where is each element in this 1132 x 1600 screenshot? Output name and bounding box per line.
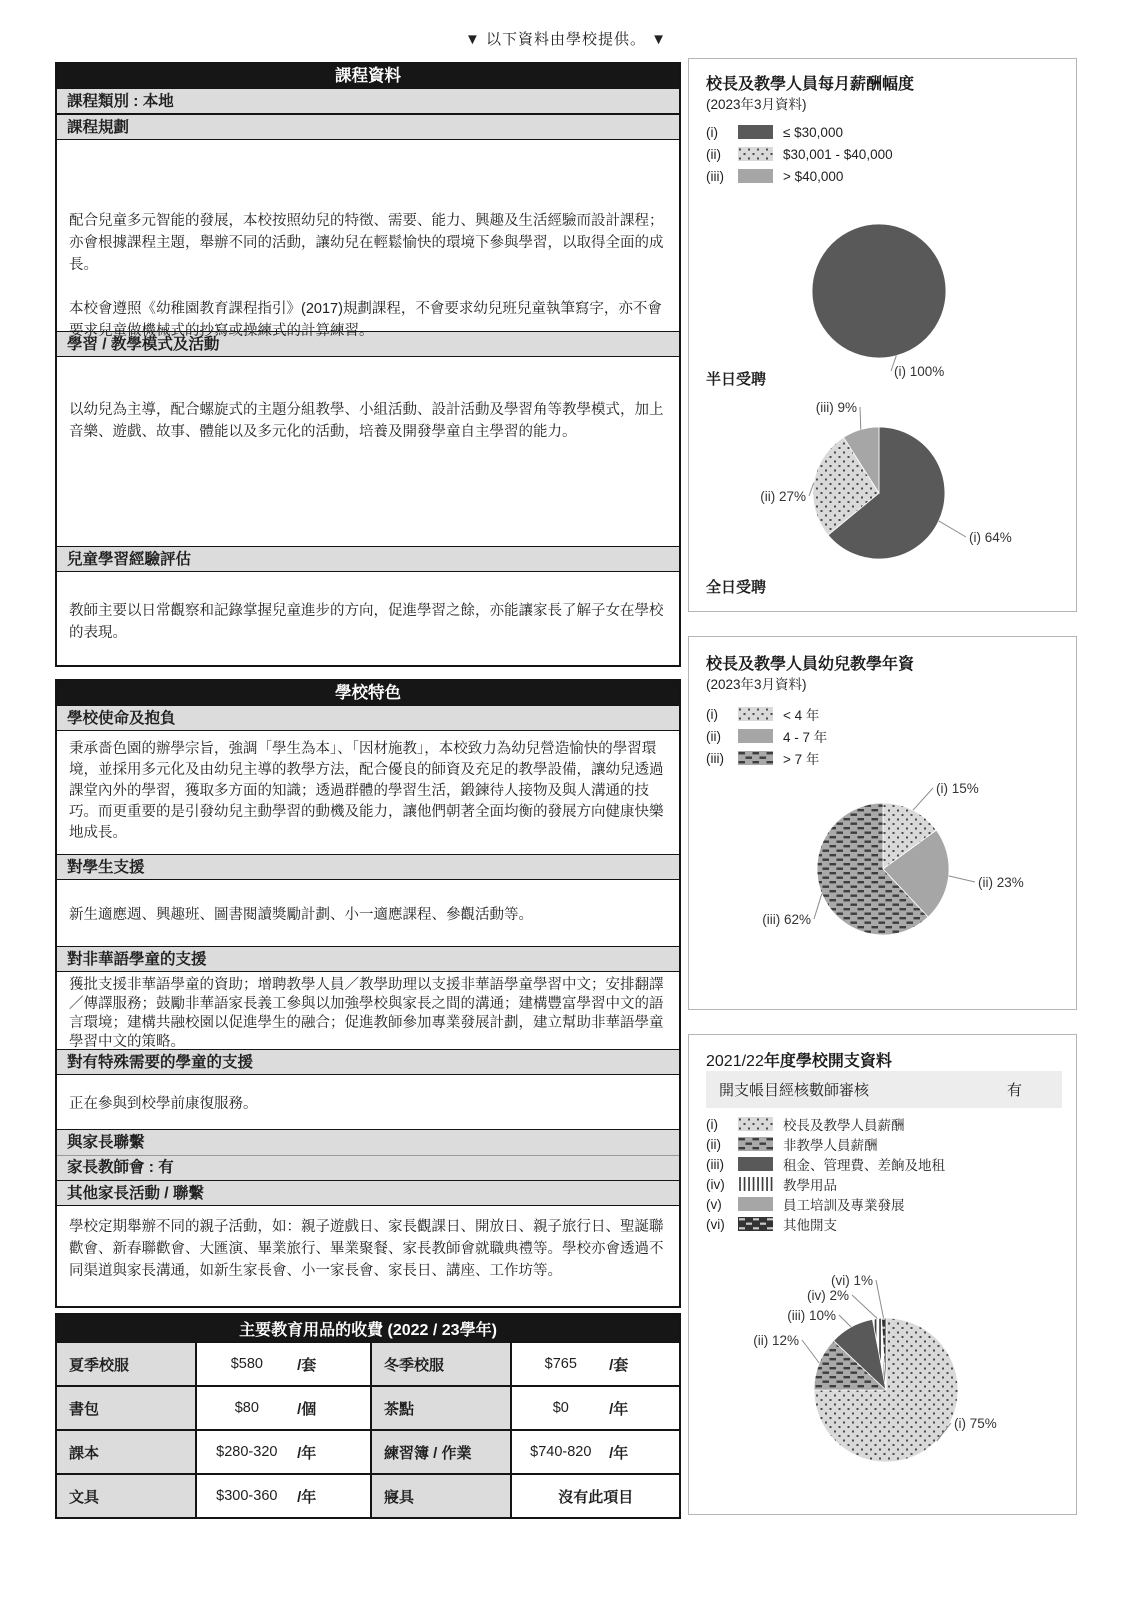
audit-banner (706, 1071, 1062, 1108)
section-heading-sen-support: 對有特殊需要的學童的支援 (57, 1049, 679, 1075)
legend-swatch-solid-gray-icon (738, 729, 773, 743)
paragraph: 秉承嗇色園的辦學宗旨，強調「學生為本」、「因材施教」，本校致力為幼兒營造愉快的學習環境，並採用多元化及由幼兒主導的教學方法，配合優良的師資及充足的教學設備，讓幼兒透過課堂內外的學習，獲取多方面的知識；透過群體的學習生活，鍛鍊待人接物及與人溝通的技巧。而更重要的是引發幼兒主動學習的動機及能力，讓他們朝著全面均衡的發展方向健康快樂地成長。 (69, 741, 664, 841)
pie-slice-label: (i) 100% (894, 364, 945, 379)
pie-label-leader-line (939, 521, 966, 537)
top-note: ▼ 以下資料由學校提供。 ▼ (464, 31, 668, 48)
mission-body (57, 731, 679, 854)
learning-mode-body (57, 357, 679, 546)
fee-unit: /套 (609, 1356, 629, 1374)
legend-swatch-dashed-icon (738, 1137, 773, 1151)
pie-chart-expenditure (689, 1240, 1076, 1505)
legend-item: (ii) 非教學人員薪酬 (706, 1136, 878, 1153)
pie-caption-half-day: 半日受聘 (706, 371, 767, 388)
legend-item: (vi) 其他開支 (706, 1216, 837, 1233)
fees-table (55, 1313, 681, 1519)
fee-label: 寢具 (371, 1474, 512, 1518)
salary-chart-box (688, 58, 1077, 612)
legend-swatch-solid-gray-icon (738, 1197, 773, 1211)
legend-item: (i) < 4 年 (706, 706, 820, 723)
chart-title: 2021/22年度學校開支資料 (706, 1053, 892, 1070)
table-row (56, 1386, 680, 1430)
legend-swatch-solid-dark-icon (738, 125, 773, 139)
paragraph: 以幼兒為主導，配合螺旋式的主題分組教學、小組活動、設計活動及學習角等教學模式，加上音樂、遊戲、故事、體能以及多元化的活動，培養及開發學童自主學習的能力。 (69, 402, 664, 440)
ncs-support-body (57, 972, 679, 1049)
course-info-title: 課程資料 (57, 64, 679, 88)
pie-slice-label: (iii) 62% (762, 912, 811, 927)
school-features-title: 學校特色 (57, 681, 679, 705)
pie-slice-label: (ii) 27% (760, 489, 806, 504)
sen-support-body (57, 1075, 679, 1129)
section-heading-other-parent-activities: 其他家長活動 / 聯繫 (57, 1180, 679, 1206)
section-heading-student-support: 對學生支援 (57, 854, 679, 880)
fee-label: 冬季校服 (371, 1342, 512, 1386)
fee-label: 夏季校服 (56, 1342, 196, 1386)
table-row (56, 1474, 680, 1518)
fee-price: $280-320 (216, 1444, 278, 1460)
fee-label: 文具 (56, 1474, 196, 1518)
assessment-body (57, 572, 679, 665)
pie-slice-label: (i) 64% (969, 530, 1012, 545)
legend-item: (v) 員工培訓及專業發展 (706, 1196, 905, 1213)
legend-swatch-dotted-icon (738, 707, 773, 721)
fee-unit: /個 (297, 1400, 317, 1418)
section-heading-assessment: 兒童學習經驗評估 (57, 546, 679, 572)
fee-unit: /年 (609, 1400, 629, 1418)
course-category-row: 課程類別 : 本地 (57, 88, 679, 114)
legend-item: (i) 校長及教學人員薪酬 (706, 1116, 905, 1133)
pie-slice-label: (ii) 23% (978, 875, 1024, 890)
audit-value: 有 (1006, 1082, 1022, 1099)
right-column (688, 58, 1077, 1515)
pie-chart-experience (689, 781, 1076, 1011)
fee-price: $0 (552, 1400, 569, 1416)
legend-item: (i) ≤ $30,000 (706, 124, 843, 140)
pie-label-leader-line (860, 407, 861, 430)
chart-title: 校長及教學人員每月薪酬幅度 (706, 76, 915, 93)
course-info-box (55, 62, 681, 667)
paragraph: 配合兒童多元智能的發展，本校按照幼兒的特徵、需要、能力、興趣及生活經驗而設計課程；亦會根據課程主題，舉辦不同的活動，讓幼兒在輕鬆愉快的環境下參與學習，以取得全面的成長。 (69, 213, 664, 273)
legend-swatch-dotted-icon (738, 147, 773, 161)
paragraph: 教師主要以日常觀察和記錄掌握兒童進步的方向，促進學習之餘，亦能讓家長了解子女在學校的表現。 (69, 603, 664, 641)
paragraph: 學校定期舉辦不同的親子活動，如：親子遊戲日、家長觀課日、開放日、親子旅行日、聖誕聯歡會、新春聯歡會、大匯演、畢業旅行、畢業聚餐、家長教師會就職典禮等。學校亦會透過不同渠道與家長溝通，如新生家長會、小一家長會、家長日、講座、工作坊等。 (69, 1219, 664, 1279)
fee-unit: /套 (297, 1356, 317, 1374)
pie-label-leader-line (852, 1295, 877, 1319)
pta-row: 家長教師會 : 有 (57, 1155, 679, 1180)
fee-no-item: 沒有此項目 (558, 1488, 634, 1506)
fee-unit: /年 (297, 1444, 317, 1462)
experience-chart-box (688, 636, 1077, 1010)
paragraph: 正在參與到校學前康復服務。 (69, 1096, 258, 1112)
school-features-box (55, 679, 681, 1308)
fee-label: 書包 (56, 1386, 196, 1430)
fee-label: 茶點 (371, 1386, 512, 1430)
fee-price: $80 (234, 1400, 259, 1416)
table-row (56, 1430, 680, 1474)
paragraph: 獲批支援非華語學童的資助；增聘教學人員／教學助理以支援非華語學童學習中文；安排翻譯／傳譯服務；鼓勵非華語家長義工參與以加強學校與家長之間的溝通；建構豐富學習中文的語言環境；建構共融校園以促進學生的融合；促進教師參加專業發展計劃，建立幫助非華語學童學習中文的策略。 (69, 977, 664, 1050)
expenditure-chart-box (688, 1034, 1077, 1515)
legend-swatch-vlines-icon (738, 1177, 773, 1191)
legend-item: (ii) $30,001 - $40,000 (706, 146, 893, 162)
pie-slice-label: (iv) 2% (806, 1288, 849, 1303)
curriculum-planning-body (57, 140, 679, 339)
pie-slice-label: (iii) 9% (815, 400, 857, 415)
legend-item: (ii) 4 - 7 年 (706, 728, 828, 745)
pie-label-leader-line (839, 1315, 851, 1327)
legend-swatch-dark-dashed-icon (738, 1217, 773, 1231)
legend-swatch-solid-gray-icon (738, 169, 773, 183)
pie-slice-label: (i) 15% (936, 781, 979, 796)
pie-label-leader-line (949, 876, 975, 882)
legend-swatch-solid-dark-icon (738, 1157, 773, 1171)
fee-label: 課本 (56, 1430, 196, 1474)
pie-label-leader-line (876, 1280, 884, 1318)
pie-slice-label: (i) 75% (954, 1416, 997, 1431)
fee-price: $740-820 (530, 1444, 592, 1460)
legend-item: (iii) 租金、管理費、差餉及地租 (706, 1156, 945, 1173)
fees-table-title: 主要教育用品的收費 (2022 / 23學年) (56, 1314, 680, 1342)
fee-price: $765 (544, 1356, 577, 1372)
fee-price: $300-360 (216, 1488, 278, 1504)
fee-unit: /年 (297, 1488, 317, 1506)
pie-label-leader-line (814, 894, 822, 919)
other-parent-activities-body (57, 1206, 679, 1306)
legend-item: (iv) 教學用品 (706, 1176, 837, 1193)
fee-unit: /年 (609, 1444, 629, 1462)
audit-label: 開支帳目經核數師審核 (719, 1082, 870, 1099)
pie-slice-label: (ii) 12% (753, 1333, 799, 1348)
pie-slice-label: (vi) 1% (830, 1273, 873, 1288)
fee-label: 練習簿 / 作業 (371, 1430, 512, 1474)
legend-swatch-dotted-icon (738, 1117, 773, 1131)
student-support-body (57, 880, 679, 946)
section-heading-ncs-support: 對非華語學童的支援 (57, 946, 679, 972)
table-row (56, 1342, 680, 1386)
pie-caption-full-day: 全日受聘 (706, 579, 767, 596)
legend-swatch-dashed-icon (738, 751, 773, 765)
section-heading-mission: 學校使命及抱負 (57, 705, 679, 731)
chart-title: 校長及教學人員幼兒教學年資 (706, 656, 915, 673)
pie-label-leader-line (913, 788, 933, 810)
left-column (55, 62, 681, 1519)
legend-item: (iii) > $40,000 (706, 168, 844, 184)
chart-subtitle: (2023年3月資料) (706, 97, 807, 112)
paragraph: 新生適應週、興趣班、圖書閱讀獎勵計劃、小一適應課程、參觀活動等。 (69, 907, 533, 923)
pie-label-leader-line (802, 1340, 819, 1363)
section-heading-curriculum-planning: 課程規劃 (57, 114, 679, 140)
chart-subtitle: (2023年3月資料) (706, 677, 807, 692)
legend-item: (iii) > 7 年 (706, 750, 820, 767)
fee-price: $580 (230, 1356, 263, 1372)
paragraph: 本校會遵照《幼稚園教育課程指引》(2017)規劃課程，不會要求幼兒班兒童執筆寫字，亦不會要求兒童做機械式的抄寫或操練式的計算練習。 (69, 301, 662, 339)
section-heading-learning-mode: 學習 / 教學模式及活動 (57, 331, 679, 357)
pie-slice (812, 224, 946, 358)
section-heading-parent-link: 與家長聯繫 (57, 1129, 679, 1155)
pie-slice-label: (iii) 10% (787, 1308, 836, 1323)
